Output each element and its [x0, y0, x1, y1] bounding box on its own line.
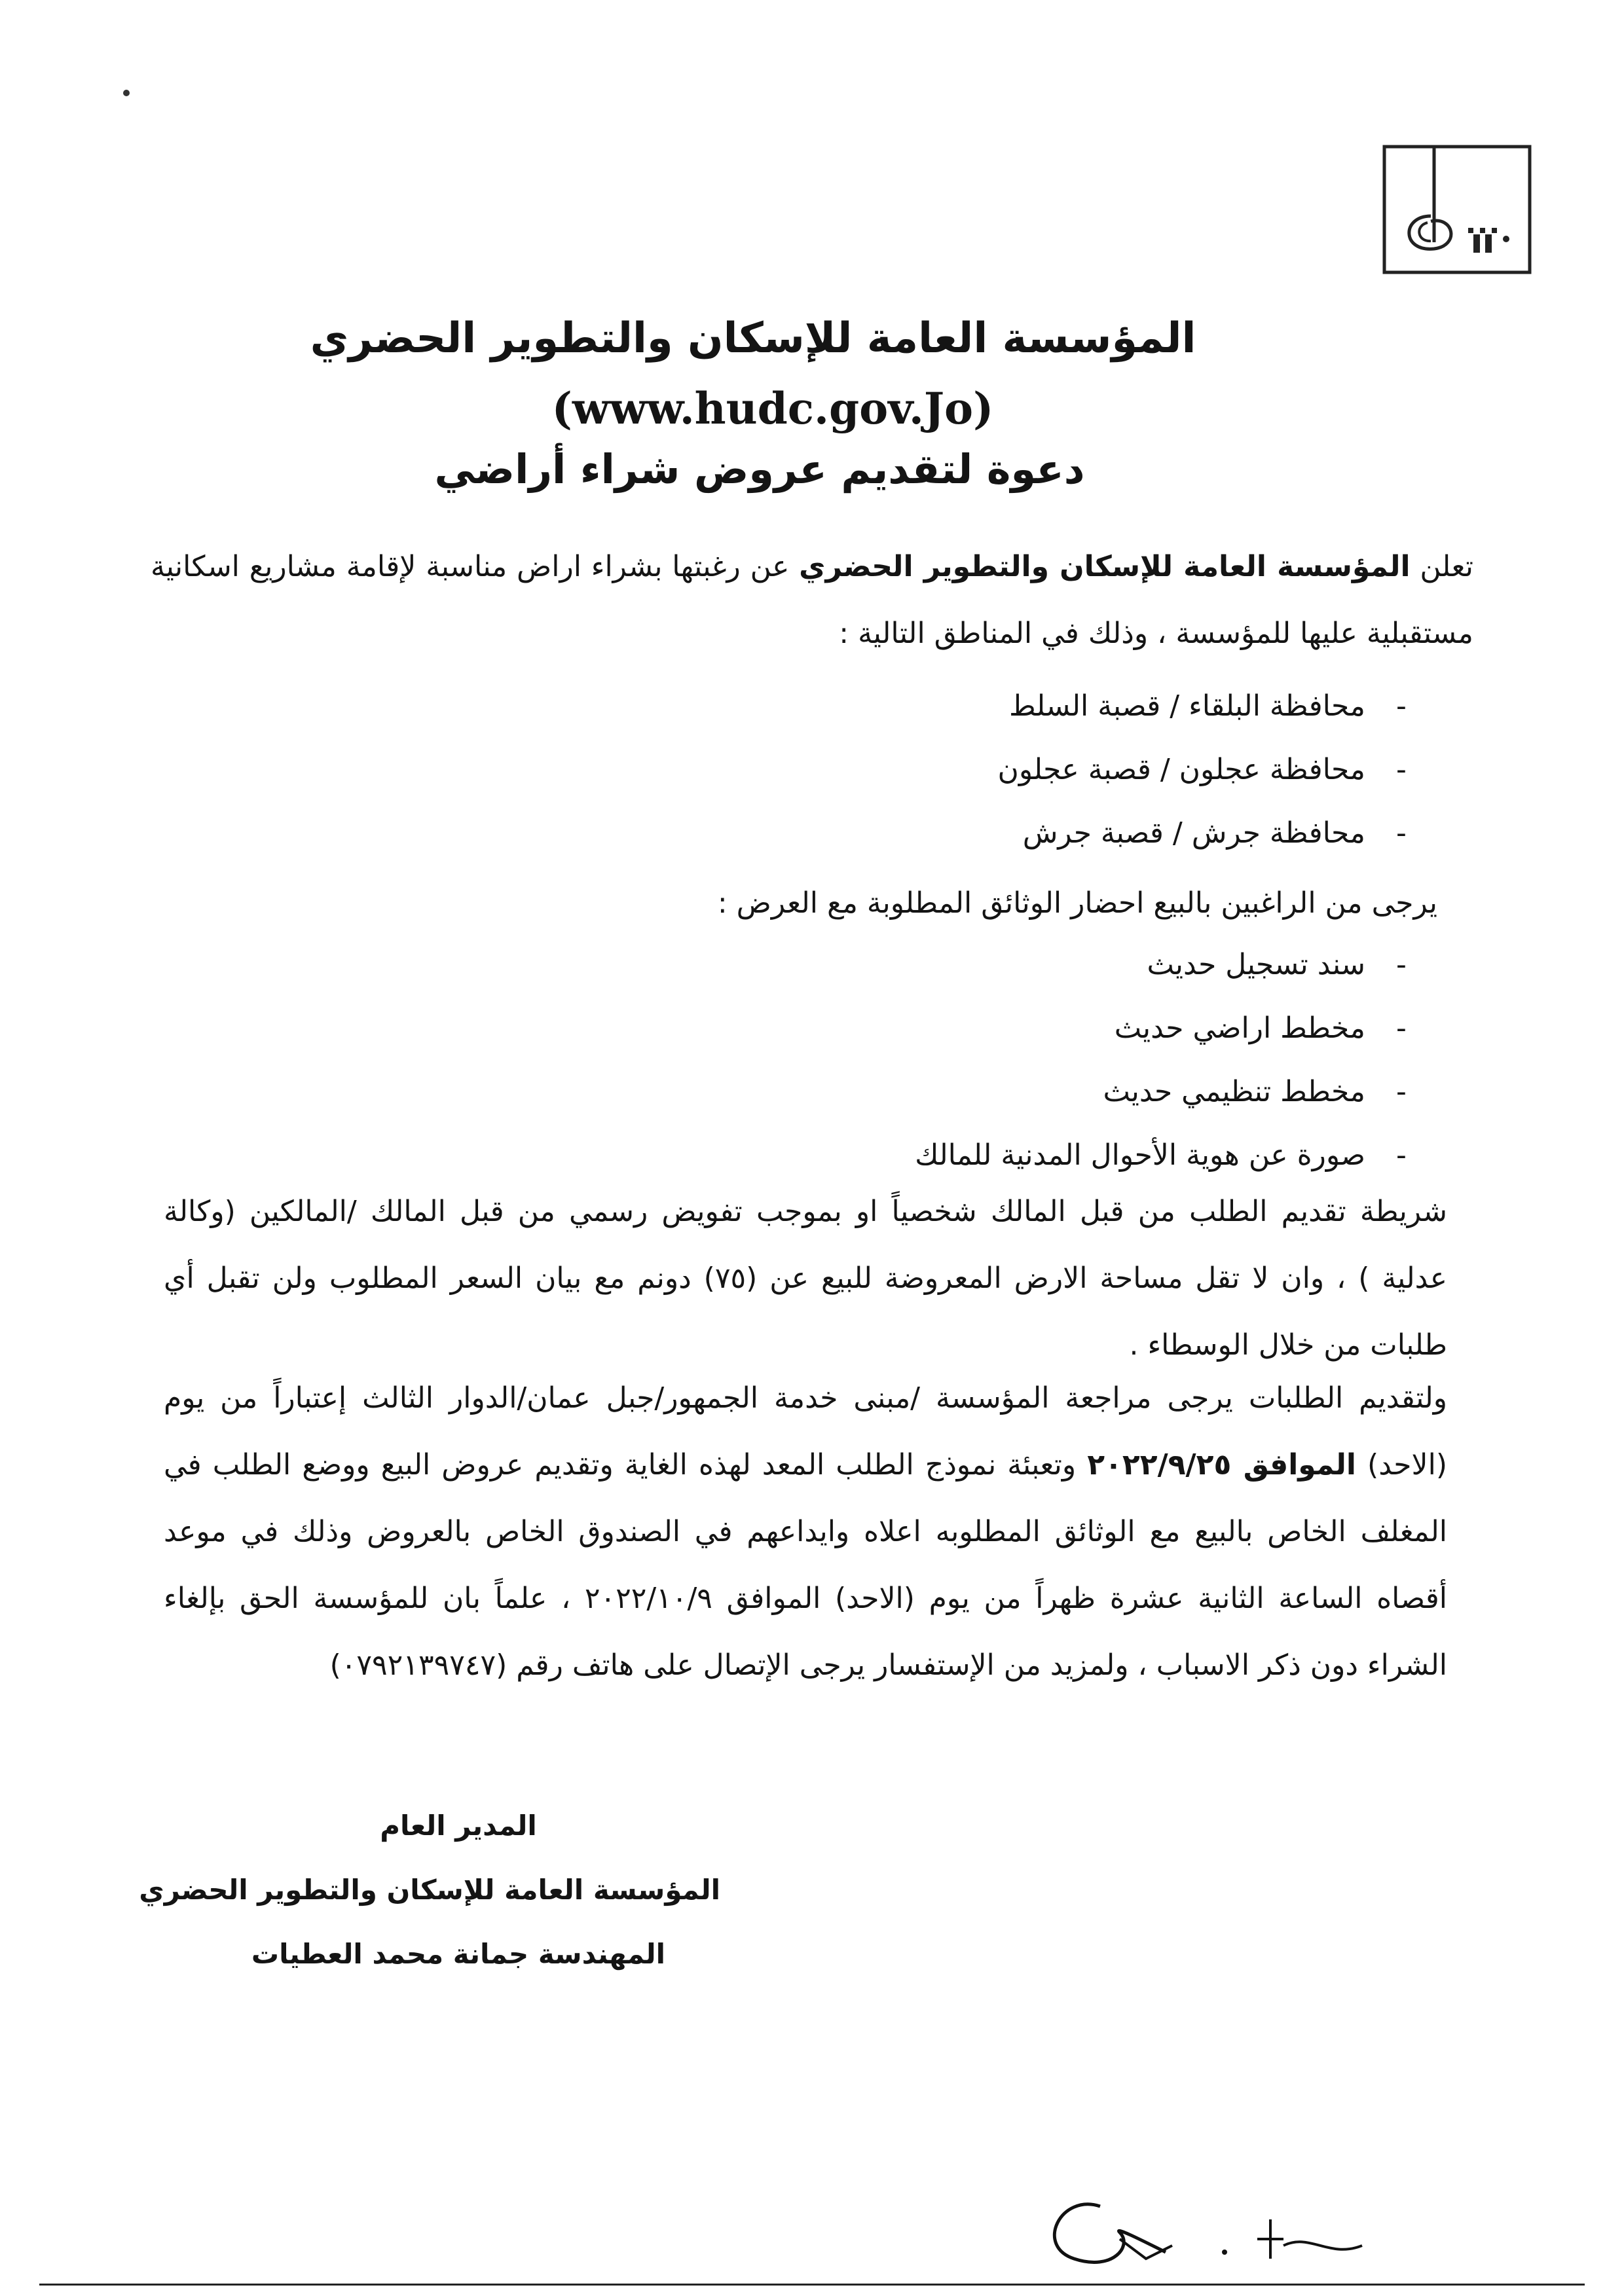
condition-paragraph [164, 1178, 1447, 1379]
intro-rest: عن رغبتها بشراء اراض مناسبة لإقامة مشاريع اسكانية مستقبلية عليها للمؤسسة ، وذلك في المناطق التالية : [151, 550, 1473, 650]
handwritten-signature [1022, 2167, 1401, 2278]
document-item: سند تسجيل حديث [1147, 948, 1365, 981]
document-item: مخطط تنظيمي حديث [1103, 1075, 1365, 1108]
intro-org-name: المؤسسة العامة للإسكان والتطوير الحضري [799, 550, 1411, 583]
region-item: محافظة عجلون / قصبة عجلون [997, 753, 1365, 786]
list-item [915, 933, 1437, 996]
submission-part2: وتعبئة نموذج الطلب المعد لهذه الغاية وتقديم عروض البيع ووضع الطلب في المغلف الخاص بالبيع مع الوثائق المطلوبه اعلاه وايداعهم في الصندوق الخاص بالعروض وذلك في موعد أقصاه الساعة الثانية عشرة ظهراً من يوم (الاحد) الموافق ٢٠٢٢/١٠/٩ ، علماً بان للمؤسسة الحق بإلغاء الشراء دون ذكر الاسباب ، ولمزيد من الإستفسار يرجى الإتصال على هاتف رقم (٠٧٩٢١٣٩٧٤٧) [164, 1448, 1447, 1682]
submission-date-label: الموافق ٢٠٢٢/٩/٢٥ [1087, 1448, 1356, 1482]
org-title: المؤسسة العامة للإسكان والتطوير الحضري [310, 314, 1196, 363]
website-link[interactable]: (www.hudc.gov.Jo) [551, 383, 994, 434]
submission-part1: ولتقديم الطلبات يرجى مراجعة المؤسسة /مبنى خدمة الجمهور/جبل عمان/الدوار الثالث إعتباراً من يوم (الاحد) [164, 1381, 1447, 1482]
list-marker: - [1396, 1011, 1407, 1045]
list-marker: - [1396, 753, 1407, 786]
signatory-position: المدير العام [380, 1810, 537, 1842]
regions-list [998, 674, 1437, 865]
hudc-logo-icon [1382, 144, 1532, 275]
list-marker: - [1396, 1075, 1407, 1108]
paper-speck [123, 90, 130, 96]
list-item [915, 1123, 1437, 1187]
signature-org-name: المؤسسة العامة للإسكان والتطوير الحضري [139, 1874, 720, 1906]
region-item: محافظة البلقاء / قصبة السلط [1009, 689, 1365, 723]
list-item [998, 674, 1437, 738]
list-marker: - [1396, 948, 1407, 981]
documents-list [915, 933, 1437, 1187]
document-item: صورة عن هوية الأحوال المدنية للمالك [915, 1139, 1365, 1172]
list-marker: - [1396, 689, 1407, 723]
document-title: دعوة لتقديم عروض شراء أراضي [434, 445, 1085, 493]
list-marker: - [1396, 1139, 1407, 1172]
bottom-rule [39, 2284, 1585, 2286]
intro-lead: تعلن [1420, 550, 1473, 583]
documents-intro: يرجى من الراغبين بالبيع احضار الوثائق المطلوبة مع العرض : [717, 886, 1437, 920]
signature-block [139, 1794, 720, 1986]
list-item [915, 996, 1437, 1060]
list-marker: - [1396, 816, 1407, 850]
list-item [998, 738, 1437, 801]
document-item: مخطط اراضي حديث [1114, 1011, 1365, 1045]
intro-paragraph [151, 534, 1473, 667]
signatory-name: المهندسة جمانة محمد العطيات [251, 1938, 666, 1970]
submission-paragraph [164, 1365, 1447, 1699]
list-item [998, 801, 1437, 865]
list-item [915, 1060, 1437, 1123]
region-item: محافظة جرش / قصبة جرش [1022, 816, 1365, 850]
condition-text: شريطة تقديم الطلب من قبل المالك شخصياً او بموجب تفويض رسمي من قبل المالك /المالكين (وكالة عدلية ) ، وان لا تقل مساحة الارض المعروضة للبيع عن (٧٥) دونم مع بيان السعر المطلوب ولن تقبل أي طلبات من خلال الوسطاء . [164, 1195, 1448, 1362]
